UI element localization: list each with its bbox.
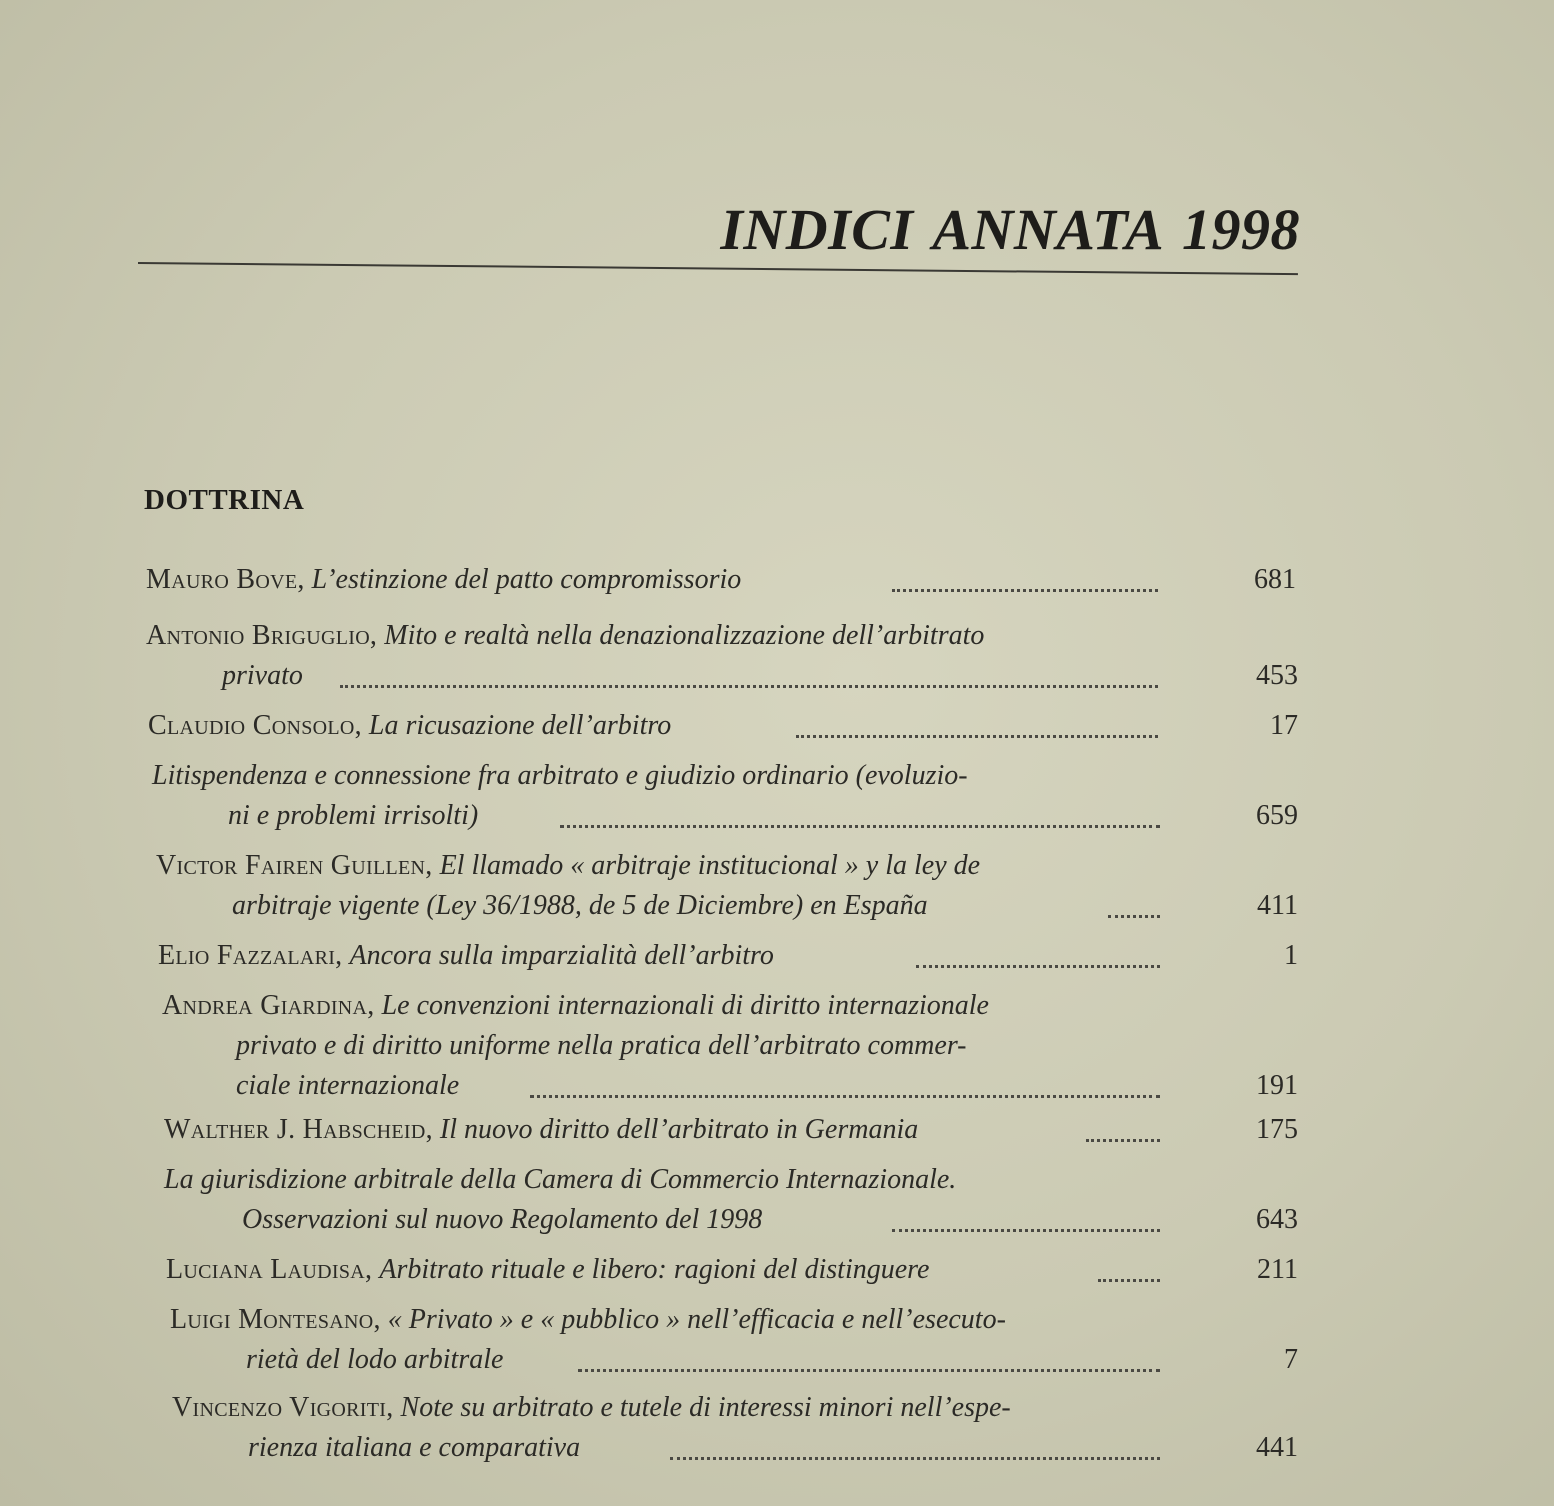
entry-title-line: Ancora sulla imparzialità dell’arbitro [349, 940, 774, 971]
dot-leader [560, 822, 1160, 828]
entry-author: Victor Fairen Guillen, [156, 850, 433, 881]
entry-author: Walther J. Habscheid, [164, 1114, 433, 1145]
entry-author: Vincenzo Vigoriti, [172, 1392, 394, 1423]
entry-author: Luigi Montesano, [170, 1304, 381, 1335]
entry-title-line: arbitraje vigente (Ley 36/1988, de 5 de Diciembre) en España [232, 890, 928, 921]
index-entry [0, 706, 1554, 746]
index-entry [0, 1160, 1554, 1240]
dot-leader [578, 1366, 1160, 1372]
entry-title-line: Arbitrato rituale e libero: ragioni del distinguere [379, 1254, 930, 1285]
entry-title-line: Note su arbitrato e tutele di interessi minori nell’espe- [400, 1392, 1011, 1423]
entry-author: Antonio Briguglio, [146, 620, 378, 651]
entry-page-number: 453 [1256, 660, 1298, 691]
entry-title-line: La ricusazione dell’arbitro [368, 710, 672, 741]
entry-line [0, 886, 1554, 926]
entry-author: Elio Fazzalari, [158, 940, 343, 971]
entry-page-number: 211 [1257, 1254, 1298, 1285]
entry-title-line: La giurisdizione arbitrale della Camera di Commercio Internazionale. [164, 1164, 957, 1195]
entry-title-line: L’estinzione del patto compromissorio [311, 564, 742, 595]
entry-page-number: 681 [1254, 564, 1296, 595]
entry-line [0, 656, 1554, 696]
dot-leader [892, 586, 1158, 592]
entry-line [0, 1428, 1554, 1468]
entry-title-line: ciale internazionale [236, 1070, 460, 1101]
entry-title-line: privato [222, 660, 303, 691]
entry-page-number: 659 [1256, 800, 1298, 831]
dot-leader [916, 962, 1160, 968]
dot-leader [796, 732, 1158, 738]
entry-line [0, 616, 1554, 656]
entry-page-number: 1 [1284, 940, 1298, 971]
entry-page-number: 643 [1256, 1204, 1298, 1235]
entry-page-number: 191 [1256, 1070, 1298, 1101]
entry-author: Andrea Giardina, [162, 990, 375, 1021]
entry-title-line: Litispendenza e connessione fra arbitrato e giudizio ordinario (evoluzio- [152, 760, 968, 791]
index-entry [0, 846, 1554, 926]
entry-title-line: Mito e realtà nella denazionalizzazione dell’arbitrato [384, 620, 985, 651]
index-entry [0, 616, 1554, 696]
entry-title-line: « Privato » e « pubblico » nell’efficacia e nell’esecuto- [387, 1304, 1006, 1335]
index-entry [0, 1300, 1554, 1380]
page-title: INDICI ANNATA 1998 [720, 197, 1300, 262]
entry-line [0, 1250, 1554, 1290]
entry-title-line: ni e problemi irrisolti) [228, 800, 479, 831]
entry-line [0, 706, 1554, 746]
entry-title-line: El llamado « arbitraje institucional » y la ley de [439, 850, 981, 881]
entry-line [0, 1388, 1554, 1428]
index-entry [0, 936, 1554, 976]
entry-page-number: 17 [1270, 710, 1298, 741]
entry-title-line: rietà del lodo arbitrale [246, 1344, 504, 1375]
entry-line [0, 1200, 1554, 1240]
entry-title-line: Osservazioni sul nuovo Regolamento del 1998 [242, 1204, 763, 1235]
entry-author: Luciana Laudisa, [166, 1254, 373, 1285]
entry-line [0, 1340, 1554, 1380]
entry-line [0, 1300, 1554, 1340]
dot-leader [670, 1454, 1160, 1460]
entry-line [0, 846, 1554, 886]
entry-line [0, 1160, 1554, 1200]
index-entry [0, 560, 1554, 600]
index-entry [0, 756, 1554, 836]
entry-page-number: 7 [1284, 1344, 1298, 1375]
entry-title-line: Le convenzioni internazionali di diritto internazionale [381, 990, 989, 1021]
entry-title-line: rienza italiana e comparativa [248, 1432, 581, 1463]
index-entry [0, 1388, 1554, 1468]
entry-line [0, 1110, 1554, 1150]
dot-leader [892, 1226, 1160, 1232]
dot-leader [340, 682, 1158, 688]
index-entry [0, 1250, 1554, 1290]
index-entry [0, 986, 1554, 1106]
entry-line [0, 936, 1554, 976]
title-rule [138, 262, 1298, 275]
section-heading: DOTTRINA [144, 484, 305, 516]
entry-author: Claudio Consolo, [148, 710, 362, 741]
entry-line [0, 986, 1554, 1026]
dot-leader [530, 1092, 1160, 1098]
entry-title-line: privato e di diritto uniforme nella pratica dell’arbitrato commer- [236, 1030, 967, 1061]
entry-title-line: Il nuovo diritto dell’arbitrato in Germania [439, 1114, 919, 1145]
dot-leader [1108, 912, 1160, 918]
entry-line [0, 796, 1554, 836]
entry-line [0, 1066, 1554, 1106]
entry-page-number: 441 [1256, 1432, 1298, 1463]
entry-line [0, 560, 1554, 600]
entry-author: Mauro Bove, [146, 564, 305, 595]
entry-page-number: 175 [1256, 1114, 1298, 1145]
dot-leader [1098, 1276, 1160, 1282]
entry-line [0, 756, 1554, 796]
entry-page-number: 411 [1257, 890, 1298, 921]
dot-leader [1086, 1136, 1160, 1142]
index-entry [0, 1110, 1554, 1150]
entry-line [0, 1026, 1554, 1066]
